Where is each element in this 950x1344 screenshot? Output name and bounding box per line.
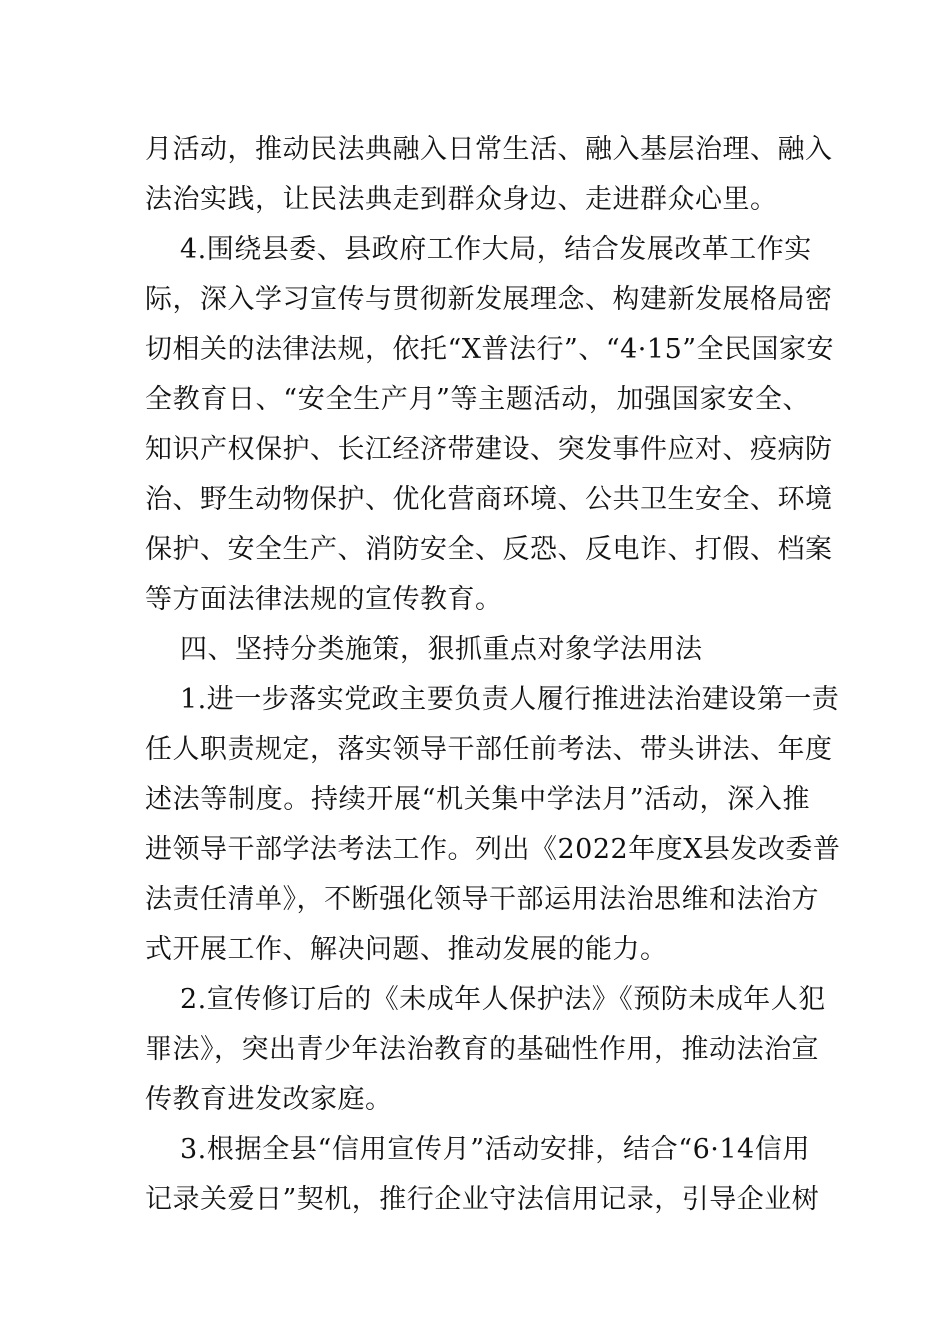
paragraph-line: 式开展工作、解决问题、推动发展的能力。 (145, 934, 668, 965)
paragraph-line: 任人职责规定，落实领导干部任前考法、带头讲法、年度 (145, 734, 833, 765)
paragraph-line: 法治实践，让民法典走到群众身边、走进群众心里。 (145, 184, 778, 215)
paragraph-line: 进领导干部学法考法工作。列出《2022年度X县发改委普 (145, 834, 841, 865)
paragraph-line: 记录关爱日”契机，推行企业守法信用记录，引导企业树 (145, 1184, 820, 1215)
paragraph-line: 际，深入学习宣传与贯彻新发展理念、构建新发展格局密 (145, 284, 833, 315)
paragraph-line: 罪法》，突出青少年法治教育的基础性作用，推动法治宣 (145, 1034, 819, 1065)
paragraph-line: 传教育进发改家庭。 (145, 1084, 393, 1115)
paragraph-line: 治、野生动物保护、优化营商环境、公共卫生安全、环境 (145, 484, 833, 515)
paragraph-line: 4.围绕县委、县政府工作大局，结合发展改革工作实 (180, 234, 812, 265)
paragraph-line: 述法等制度。持续开展“机关集中学法月”活动，深入推 (145, 784, 810, 815)
paragraph-line: 保护、安全生产、消防安全、反恐、反电诈、打假、档案 (145, 534, 833, 565)
paragraph-line: 等方面法律法规的宣传教育。 (145, 584, 503, 615)
paragraph-line: 切相关的法律法规，依托“X普法行”、“4·15”全民国家安 (145, 334, 835, 365)
paragraph-line: 月活动，推动民法典融入日常生活、融入基层治理、融入 (145, 134, 833, 165)
paragraph-line: 1.进一步落实党政主要负责人履行推进法治建设第一责 (180, 684, 840, 715)
paragraph-line: 知识产权保护、长江经济带建设、突发事件应对、疫病防 (145, 434, 833, 465)
paragraph-line: 法责任清单》，不断强化领导干部运用法治思维和法治方 (145, 884, 819, 915)
paragraph-line: 全教育日、“安全生产月”等主题活动，加强国家安全、 (145, 384, 810, 415)
paragraph-line: 3.根据全县“信用宣传月”活动安排，结合“6·14信用 (180, 1134, 810, 1165)
paragraph-line: 2.宣传修订后的《未成年人保护法》《预防未成年人犯 (180, 984, 826, 1015)
section-heading: 四、坚持分类施策，狠抓重点对象学法用法 (180, 634, 703, 665)
